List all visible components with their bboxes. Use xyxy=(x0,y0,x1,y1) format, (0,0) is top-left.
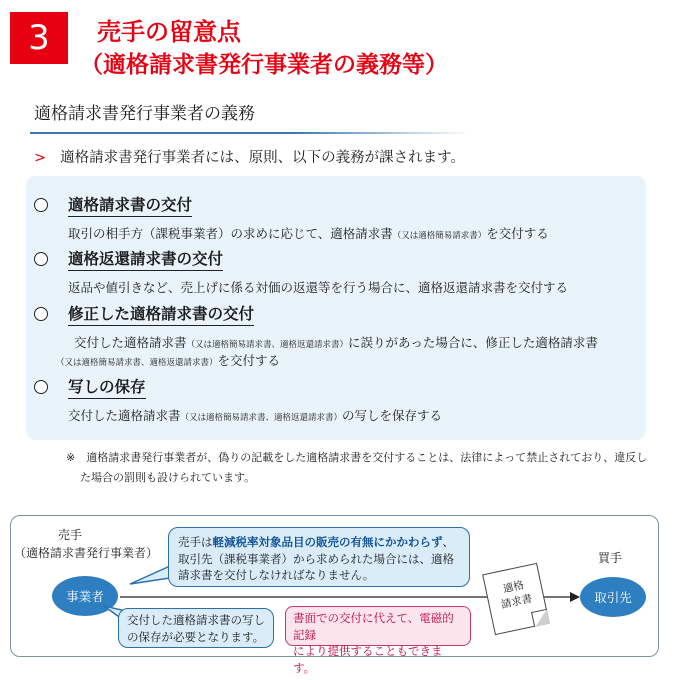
duty-title: 適格請求書の交付 xyxy=(68,194,192,217)
bubble-line: により提供することもできます。 xyxy=(293,644,443,675)
page-subtitle: （適格請求書発行事業者の義務等） xyxy=(80,52,448,78)
duty-title: 修正した適格請求書の交付 xyxy=(68,303,254,326)
bubble-highlight: 軽減税率対象品目の販売の有無にかかわらず xyxy=(212,535,443,549)
section-number: 3 xyxy=(28,18,50,58)
duty-description: 返品や値引きなど、売上げに係る対価の返還等を行う場合に、適格返還請求書を交付する xyxy=(68,280,569,295)
duty-desc-text: 交付した適格請求書 xyxy=(74,335,187,350)
duty-desc-text: 取引の相手方（課税事業者）の求めに応じて、適格請求書 xyxy=(68,226,393,241)
duty-desc-small: （又は適格簡易請求書、適格返還請求書） xyxy=(186,340,349,350)
duty-desc-small: （又は適格簡易請求書、適格返還請求書） xyxy=(180,413,343,423)
duty-desc-small: （又は適格簡易請求書、適格返還請求書） xyxy=(56,358,218,368)
duty-title: 適格返還請求書の交付 xyxy=(68,248,223,271)
bubble-text: 売手は xyxy=(178,535,213,549)
duty-desc-text: に誤りがあった場合に、修正した適格請求書 xyxy=(348,335,598,350)
footnote: ※ 適格請求書発行事業者が、偽りの記載をした適格請求書を交付することは、法律によって禁止されており、違反し xyxy=(66,451,648,464)
lead-sentence: 適格請求書発行事業者には、原則、以下の義務が課されます。 xyxy=(60,150,465,166)
duty-desc-text: を交付する xyxy=(217,353,281,368)
duty-desc-text: を交付する xyxy=(486,226,549,241)
buyer-label: 買手 xyxy=(598,551,623,565)
electronic-delivery-bubble xyxy=(285,606,471,675)
duty-desc-text: の写しを保存する xyxy=(342,408,443,423)
seller-sublabel: （適格請求書発行事業者） xyxy=(14,546,159,560)
seller-node: 事業者 xyxy=(52,576,118,616)
doc-label: 請求書 xyxy=(499,592,534,612)
bubble-line: 書面での交付に代えて、電磁的記録 xyxy=(293,611,454,642)
bubble-line: の保存が必要となります。 xyxy=(127,629,265,644)
buyer-node: 取引先 xyxy=(580,577,646,617)
bubble-line: 請求書を交付しなければなりません。 xyxy=(178,568,375,582)
duty-desc-small: （又は適格簡易請求書） xyxy=(392,231,487,241)
bubble-line: 取引先（課税事業者）から求められた場合には、適格 xyxy=(178,551,454,566)
bubble-line: 交付した適格請求書の写し xyxy=(127,613,265,627)
seller-label: 売手 xyxy=(58,528,83,542)
doc-label: 適格 xyxy=(501,579,526,596)
duty-desc-text: 交付した適格請求書 xyxy=(68,408,181,423)
bubble-text: 、 xyxy=(442,535,454,549)
duty-title: 写しの保存 xyxy=(68,376,146,399)
retention-bubble xyxy=(118,608,274,648)
footnote-line2: た場合の罰則も設けられています。 xyxy=(80,471,256,484)
page-title: 売手の留意点 xyxy=(97,18,241,46)
section-heading: 適格請求書発行事業者の義務 xyxy=(34,104,255,124)
chevron-right-icon: > xyxy=(34,150,47,166)
